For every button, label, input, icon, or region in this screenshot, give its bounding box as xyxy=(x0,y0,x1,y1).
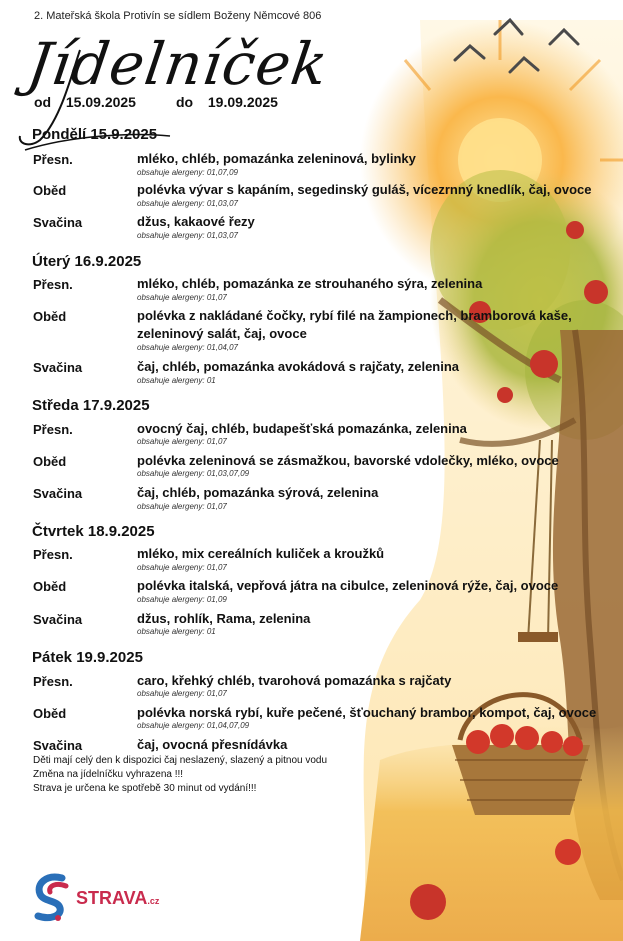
allergen-note: obsahuje alergeny: 01,03,07 xyxy=(137,199,238,208)
meal-text: džus, kakaové řezy xyxy=(137,214,255,229)
strava-logo-text xyxy=(76,888,159,909)
meal-label: Oběd xyxy=(33,183,67,198)
logo-tld: .cz xyxy=(147,896,160,906)
strava-logo-icon xyxy=(32,872,76,922)
meal-label: Přesn. xyxy=(33,674,73,689)
allergen-note: obsahuje alergeny: 01,03,07 xyxy=(137,231,238,240)
meal-text: čaj, ovocná přesnídávka xyxy=(137,737,288,752)
note-line: Děti mají celý den k dispozici čaj neslazený, slazený a pitnou vodu xyxy=(33,755,328,766)
allergen-note: obsahuje alergeny: 01 xyxy=(137,627,216,636)
allergen-note: obsahuje alergeny: 01,03,07,09 xyxy=(137,469,250,478)
day-title-tuesday: Úterý 16.9.2025 xyxy=(32,253,142,270)
allergen-note: obsahuje alergeny: 01,04,07,09 xyxy=(137,721,250,730)
page-title: Jídelníček xyxy=(23,30,333,98)
meal-text: polévka zeleninová se zásmažkou, bavorské vdolečky, mléko, ovoce xyxy=(137,453,559,468)
meal-text: čaj, chléb, pomazánka sýrová, zelenina xyxy=(137,485,379,500)
meal-text: ovocný čaj, chléb, budapešťská pomazánka, zelenina xyxy=(137,421,467,436)
allergen-note: obsahuje alergeny: 01,07 xyxy=(137,293,227,302)
day-title-monday: Pondělí 15.9.2025 xyxy=(32,126,158,143)
school-name: 2. Mateřská škola Protivín se sídlem Boženy Němcové 806 xyxy=(34,10,322,22)
date-to-label: do xyxy=(176,94,194,110)
meal-label: Svačina xyxy=(33,360,83,375)
note-line: Změna na jídelníčku vyhrazena !!! xyxy=(33,769,184,780)
meal-text: polévka z nakládané čočky, rybí filé na žampionech, bramborová kaše, zeleninový salát, čaj, ovoce xyxy=(137,308,572,341)
day-title-thursday: Čtvrtek 18.9.2025 xyxy=(32,523,155,540)
meal-label: Přesn. xyxy=(33,422,73,437)
meal-label: Oběd xyxy=(33,454,67,469)
allergen-note: obsahuje alergeny: 01,04,07 xyxy=(137,343,238,352)
allergen-note: obsahuje alergeny: 01,07 xyxy=(137,563,227,572)
meal-label: Svačina xyxy=(33,486,83,501)
meal-label: Přesn. xyxy=(33,152,73,167)
allergen-note: obsahuje alergeny: 01,07 xyxy=(137,502,227,511)
meal-label: Svačina xyxy=(33,215,83,230)
meal-label: Oběd xyxy=(33,706,67,721)
allergen-note: obsahuje alergeny: 01 xyxy=(137,376,216,385)
meal-label: Přesn. xyxy=(33,547,73,562)
meal-text: caro, křehký chléb, tvarohová pomazánka s rajčaty xyxy=(137,673,452,688)
strava-logo xyxy=(32,868,162,924)
meal-label: Oběd xyxy=(33,579,67,594)
meal-text: polévka norská rybí, kuře pečené, šťouchaný brambor, kompot, čaj, ovoce xyxy=(137,705,597,720)
meal-text: džus, rohlík, Rama, zelenina xyxy=(137,611,311,626)
date-from xyxy=(34,94,136,110)
meal-label: Svačina xyxy=(33,738,83,753)
meal-text: čaj, chléb, pomazánka avokádová s rajčaty, zelenina xyxy=(137,359,460,374)
meal-text: mléko, chléb, pomazánka ze strouhaného sýra, zelenina xyxy=(137,276,483,291)
allergen-note: obsahuje alergeny: 01,07 xyxy=(137,689,227,698)
note-line: Strava je určena ke spotřebě 30 minut od vydání!!! xyxy=(33,783,257,794)
date-to xyxy=(176,94,278,110)
meal-text: polévka italská, vepřová játra na cibulce, zeleninová rýže, čaj, ovoce xyxy=(137,578,559,593)
meal-label: Přesn. xyxy=(33,277,73,292)
allergen-note: obsahuje alergeny: 01,09 xyxy=(137,595,227,604)
date-from-label: od xyxy=(34,94,52,110)
meal-label: Svačina xyxy=(33,612,83,627)
logo-name: STRAVA xyxy=(76,888,148,908)
date-to-value: 19.09.2025 xyxy=(207,94,278,110)
meal-text: mléko, mix cereálních kuliček a kroužků xyxy=(137,546,385,561)
notes xyxy=(33,754,327,796)
day-title-friday: Pátek 19.9.2025 xyxy=(32,649,143,666)
allergen-note: obsahuje alergeny: 01,07 xyxy=(137,437,227,446)
date-from-value: 15.09.2025 xyxy=(65,94,136,110)
meal-label: Oběd xyxy=(33,309,67,324)
meal-text: polévka vývar s kapáním, segedinský guláš, vícezrnný knedlík, čaj, ovoce xyxy=(137,182,592,197)
day-title-wednesday: Středa 17.9.2025 xyxy=(32,397,150,414)
meal-text: mléko, chléb, pomazánka zeleninová, bylinky xyxy=(137,151,416,166)
allergen-note: obsahuje alergeny: 01,07,09 xyxy=(137,168,238,177)
